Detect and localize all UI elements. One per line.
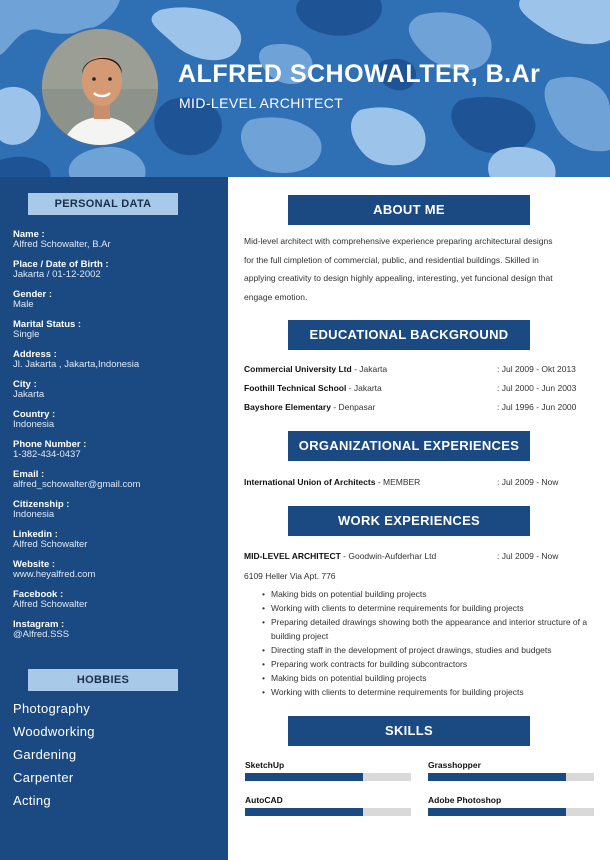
personal-label: Website :	[13, 559, 56, 570]
work-row	[244, 551, 594, 563]
duty-item: • Preparing work contracts for building subcontractors	[262, 657, 602, 671]
skill-item	[245, 795, 411, 816]
education-date: : Jul 2000 - Jun 2003	[497, 383, 577, 393]
education-row	[244, 364, 594, 376]
duty-item: • Working with clients to determine requirements for building projects	[262, 685, 602, 699]
personal-label: Address :	[13, 349, 57, 360]
personal-label: Country :	[13, 409, 56, 420]
personal-value: Jl. Jakarta , Jakarta,Indonesia	[13, 359, 140, 370]
hobby-item: Acting	[13, 793, 51, 808]
skill-item	[428, 760, 594, 781]
skills-heading: SKILLS	[288, 716, 530, 746]
skill-bar	[428, 808, 594, 816]
personal-item	[13, 409, 223, 439]
hobby-item: Carpenter	[13, 770, 74, 785]
education-institution: Bayshore Elementary	[244, 402, 331, 412]
personal-item	[13, 379, 223, 409]
skill-bar-fill	[428, 808, 566, 816]
personal-label: Name :	[13, 229, 45, 240]
personal-label: Gender :	[13, 289, 53, 300]
skill-bar-fill	[245, 773, 363, 781]
personal-item	[13, 229, 223, 259]
personal-label: Place / Date of Birth :	[13, 259, 109, 270]
website-link[interactable]: www.heyalfred.com	[13, 569, 96, 580]
hobby-item: Gardening	[13, 747, 77, 762]
skill-name: AutoCAD	[245, 795, 283, 805]
education-institution: Foothill Technical School	[244, 383, 347, 393]
personal-item	[13, 349, 223, 379]
personal-value: Indonesia	[13, 419, 55, 430]
education-heading: EDUCATIONAL BACKGROUND	[288, 320, 530, 350]
skill-bar	[428, 773, 594, 781]
duty-item: • Working with clients to determine requirements for building projects	[262, 601, 602, 615]
personal-value: Single	[13, 329, 40, 340]
skill-bar-fill	[245, 808, 363, 816]
work-date: : Jul 2009 - Now	[497, 551, 559, 561]
about-text: Mid-level architect with comprehensive experience preparing architectural designs for the full cimpletion of commercial, public, and residential buildings. Skilled in applying creativity to design highly appealing, interesting, yet funcional design that engage emotion.	[244, 236, 553, 302]
personal-item	[13, 439, 223, 469]
sidebar	[0, 177, 228, 860]
work-title: MID-LEVEL ARCHITECT	[244, 551, 341, 561]
education-row	[244, 402, 594, 414]
candidate-name: ALFRED SCHOWALTER, B.Ar	[178, 60, 541, 88]
personal-label: Facebook :	[13, 589, 64, 600]
education-place: - Jakarta	[346, 383, 382, 393]
personal-item	[13, 529, 223, 559]
personal-label: Instagram :	[13, 619, 65, 630]
linkedin-link[interactable]: Alfred Schowalter	[13, 539, 88, 550]
about-heading: ABOUT ME	[288, 195, 530, 225]
education-place: - Denpasar	[330, 402, 376, 412]
organization-date: : Jul 2009 - Now	[497, 477, 559, 487]
personal-item	[13, 469, 223, 499]
personal-value: Indonesia	[13, 509, 55, 520]
personal-data-heading: PERSONAL DATA	[28, 193, 178, 215]
hobby-item: Photography	[13, 701, 91, 716]
portrait-image	[42, 29, 160, 147]
skill-name: Adobe Photoshop	[428, 795, 502, 805]
personal-item	[13, 619, 223, 649]
email-link[interactable]: alfred_schowalter@gmail.com	[13, 479, 141, 490]
education-institution: Commercial University Ltd	[244, 364, 352, 374]
skill-bar	[245, 773, 411, 781]
personal-value: Male	[13, 299, 34, 310]
work-heading: WORK EXPERIENCES	[288, 506, 530, 536]
personal-value: Jakarta / 01-12-2002	[13, 269, 101, 280]
duty-item: • Directing staff in the development of project drawings, studies and budgets	[262, 643, 602, 657]
personal-label: Linkedin :	[13, 529, 58, 540]
hobbies-list	[13, 697, 95, 812]
personal-item	[13, 259, 223, 289]
personal-item	[13, 289, 223, 319]
personal-value: Alfred Schowalter, B.Ar	[13, 239, 111, 250]
skill-name: Grasshopper	[428, 760, 481, 770]
instagram-link[interactable]: @Alfred.SSS	[13, 629, 70, 640]
duty-item: • Preparing detailed drawings showing both the appearance and interior structure of a building project	[262, 615, 602, 643]
header-banner	[0, 0, 610, 177]
personal-value: Jakarta	[13, 389, 45, 400]
personal-label: City :	[13, 379, 37, 390]
education-date: : Jul 2009 - Okt 2013	[497, 364, 576, 374]
personal-label: Marital Status :	[13, 319, 82, 330]
skill-bar-fill	[428, 773, 566, 781]
personal-label: Citizenship :	[13, 499, 70, 510]
main-content	[228, 177, 610, 860]
candidate-role: MID-LEVEL ARCHITECT	[179, 95, 344, 111]
work-company: - Goodwin-Aufderhar Ltd	[340, 551, 437, 561]
profile-photo	[40, 27, 160, 147]
education-date: : Jul 1996 - Jun 2000	[497, 402, 577, 412]
duty-item: • Making bids on potential building projects	[262, 671, 602, 685]
personal-label: Email :	[13, 469, 45, 480]
personal-item	[13, 559, 223, 589]
facebook-link[interactable]: Alfred Schowalter	[13, 599, 88, 610]
skill-bar	[245, 808, 411, 816]
personal-label: Phone Number :	[13, 439, 87, 450]
work-address: 6109 Heller Via Apt. 776	[244, 571, 336, 581]
organization-role: - MEMBER	[375, 477, 421, 487]
personal-item	[13, 319, 223, 349]
education-row	[244, 383, 594, 395]
personal-data-list	[13, 229, 223, 649]
hobbies-heading: HOBBIES	[28, 669, 178, 691]
skill-item	[245, 760, 411, 781]
skill-item	[428, 795, 594, 816]
duty-item: • Making bids on potential building projects	[262, 587, 602, 601]
hobby-item: Woodworking	[13, 724, 95, 739]
skill-name: SketchUp	[245, 760, 285, 770]
personal-item	[13, 499, 223, 529]
personal-value: 1-382-434-0437	[13, 449, 81, 460]
organizational-heading: ORGANIZATIONAL EXPERIENCES	[288, 431, 530, 461]
personal-item	[13, 589, 223, 619]
organization-name: International Union of Architects	[244, 477, 376, 487]
work-duties-list	[262, 587, 602, 699]
education-place: - Jakarta	[351, 364, 388, 374]
organization-row	[244, 477, 594, 489]
